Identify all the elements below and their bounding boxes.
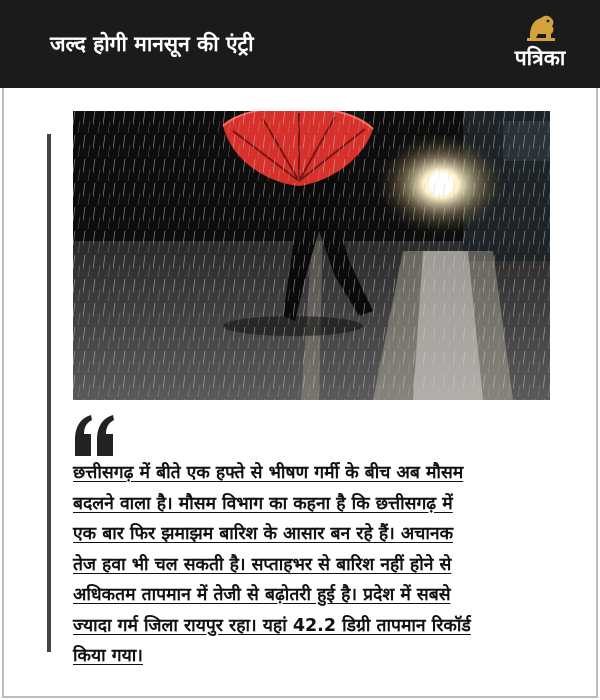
lion-emblem-icon	[524, 12, 558, 42]
brand-logo[interactable]	[500, 12, 580, 78]
article-line: अधिकतम तापमान में तेजी से बढ़ोतरी हुई है। प्रदेश में सबसे	[73, 585, 451, 605]
rain-umbrella-photo	[73, 111, 550, 400]
article-line: तेज हवा भी चल सकती है। सप्ताहभर से बारिश नहीं होने से	[73, 554, 452, 575]
quote-side-bar	[47, 134, 51, 652]
brand-name: पत्रिका	[514, 46, 566, 70]
article-line: छत्तीसगढ़ में बीते एक हफ्ते से भीषण गर्मी के बीच अब मौसम	[73, 463, 464, 483]
article-body	[73, 458, 573, 672]
article-line: किया गया।	[73, 646, 143, 666]
article-line: ज्यादा गर्म जिला रायपुर रहा। यहां 42.2 डिग्री तापमान रिकॉर्ड	[73, 615, 471, 636]
headline: जल्द होगी मानसून की एंट्री	[50, 32, 254, 56]
quote-mark-icon	[73, 414, 115, 458]
header-bar	[0, 0, 600, 88]
article-line: एक बार फिर झमाझम बारिश के आसार बन रहे हैं। अचानक	[73, 524, 454, 544]
article-line: बदलने वाला है। मौसम विभाग का कहना है कि छत्तीसगढ़ में	[73, 493, 453, 514]
